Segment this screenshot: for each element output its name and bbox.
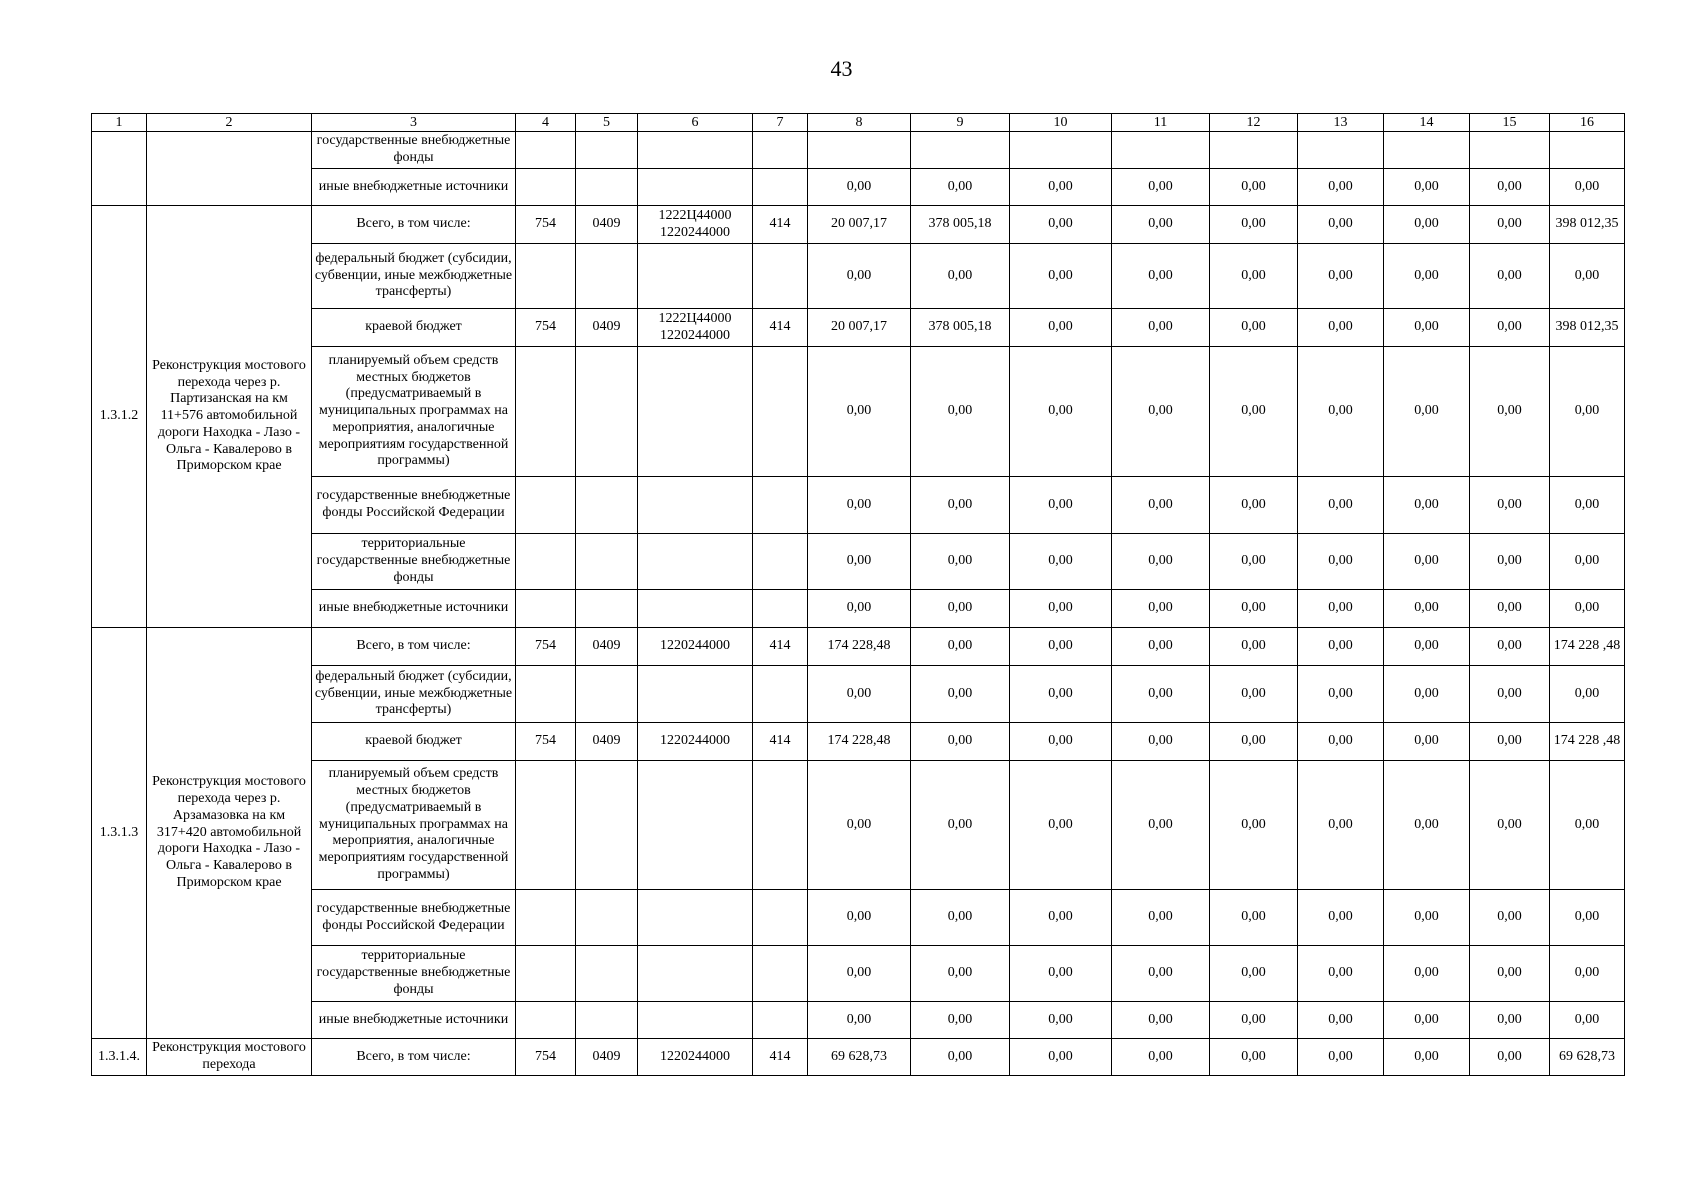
value-cell: 754: [516, 206, 576, 244]
value-cell: 0,00: [1384, 723, 1470, 761]
value-cell: 0,00: [1010, 590, 1112, 628]
code-cell: 1.3.1.3: [92, 628, 147, 1039]
value-cell: 0,00: [1112, 723, 1210, 761]
table-row: [92, 309, 1625, 347]
value-cell: 0,00: [1298, 1002, 1384, 1039]
table-row: [92, 169, 1625, 206]
value-cell: 0,00: [1210, 244, 1298, 309]
value-cell: 1220244000: [638, 1039, 753, 1076]
value-cell: 0,00: [1470, 890, 1550, 946]
value-cell: 0,00: [1112, 206, 1210, 244]
value-cell: 0,00: [808, 761, 911, 890]
value-cell: 0,00: [1298, 946, 1384, 1002]
value-cell: 0,00: [1010, 946, 1112, 1002]
value-cell: 0,00: [1210, 477, 1298, 534]
table-row: [92, 132, 1625, 169]
value-cell: 0,00: [1298, 244, 1384, 309]
value-cell: 0,00: [1470, 628, 1550, 666]
value-cell: 0,00: [1550, 666, 1625, 723]
header-cell: 12: [1210, 114, 1298, 132]
name-cell: [147, 132, 312, 206]
code-cell: 1.3.1.4.: [92, 1039, 147, 1076]
value-cell: 0,00: [1112, 347, 1210, 477]
header-cell: 4: [516, 114, 576, 132]
source-cell: краевой бюджет: [312, 723, 516, 761]
value-cell: 1222Ц44000 1220244000: [638, 309, 753, 347]
value-cell: 0,00: [1210, 590, 1298, 628]
value-cell: 0,00: [911, 890, 1010, 946]
header-cell: 1: [92, 114, 147, 132]
value-cell: 0,00: [1470, 347, 1550, 477]
table-row: [92, 628, 1625, 666]
value-cell: 0,00: [1010, 723, 1112, 761]
value-cell: 0,00: [1550, 244, 1625, 309]
value-cell: 174 228,48: [808, 723, 911, 761]
name-cell: Реконструкция мостового перехода через р. Партизанская на км 11+576 автомобильной дороги Находка - Лазо - Ольга - Кавалерово в Приморском крае: [147, 206, 312, 628]
value-cell: 0,00: [1010, 666, 1112, 723]
value-cell: 0,00: [808, 169, 911, 206]
value-cell: 0,00: [1470, 1039, 1550, 1076]
value-cell: 0,00: [1010, 890, 1112, 946]
value-cell: 0,00: [808, 347, 911, 477]
value-cell: 0,00: [808, 590, 911, 628]
value-cell: 0,00: [1112, 309, 1210, 347]
value-cell: 0,00: [1210, 347, 1298, 477]
value-cell: 0,00: [1210, 946, 1298, 1002]
header-cell: 11: [1112, 114, 1210, 132]
value-cell: 0,00: [1210, 666, 1298, 723]
value-cell: 398 012,35: [1550, 309, 1625, 347]
source-cell: планируемый объем средств местных бюджетов (предусматриваемый в муниципальных программах на мероприятия, аналогичные мероприятиям государственной программы): [312, 761, 516, 890]
header-cell: 3: [312, 114, 516, 132]
value-cell: 0,00: [911, 628, 1010, 666]
value-cell: 0,00: [1384, 477, 1470, 534]
source-cell: территориальные государственные внебюджетные фонды: [312, 946, 516, 1002]
value-cell: 0,00: [1550, 590, 1625, 628]
value-cell: 754: [516, 1039, 576, 1076]
value-cell: 0,00: [1010, 628, 1112, 666]
value-cell: 754: [516, 309, 576, 347]
value-cell: 0,00: [1384, 534, 1470, 590]
table-row: [92, 1039, 1625, 1076]
value-cell: 0,00: [808, 946, 911, 1002]
value-cell: 0,00: [1384, 590, 1470, 628]
value-cell: 0,00: [1010, 347, 1112, 477]
value-cell: 20 007,17: [808, 309, 911, 347]
value-cell: 754: [516, 723, 576, 761]
value-cell: 414: [753, 309, 808, 347]
value-cell: 0,00: [808, 477, 911, 534]
value-cell: 0,00: [911, 1039, 1010, 1076]
header-cell: 16: [1550, 114, 1625, 132]
value-cell: 0,00: [1470, 534, 1550, 590]
header-row: [92, 114, 1625, 132]
value-cell: 0,00: [1112, 1002, 1210, 1039]
header-cell: 10: [1010, 114, 1112, 132]
value-cell: 0,00: [1298, 890, 1384, 946]
table-row: [92, 590, 1625, 628]
source-cell: федеральный бюджет (субсидии, субвенции, иные межбюджетные трансферты): [312, 666, 516, 723]
value-cell: 0,00: [1550, 347, 1625, 477]
value-cell: 0,00: [1112, 666, 1210, 723]
value-cell: 0,00: [1210, 534, 1298, 590]
value-cell: 0,00: [1298, 628, 1384, 666]
value-cell: 0,00: [1470, 590, 1550, 628]
value-cell: 0,00: [1470, 477, 1550, 534]
value-cell: 174 228 ,48: [1550, 628, 1625, 666]
value-cell: 0,00: [1470, 244, 1550, 309]
value-cell: 754: [516, 628, 576, 666]
value-cell: 0,00: [808, 244, 911, 309]
value-cell: 0,00: [1010, 1002, 1112, 1039]
value-cell: 0,00: [1112, 590, 1210, 628]
source-cell: иные внебюджетные источники: [312, 169, 516, 206]
value-cell: 0,00: [808, 534, 911, 590]
value-cell: 0,00: [1384, 1039, 1470, 1076]
value-cell: 0,00: [1010, 309, 1112, 347]
table-row: [92, 890, 1625, 946]
value-cell: 0,00: [1210, 1039, 1298, 1076]
header-cell: 13: [1298, 114, 1384, 132]
header-cell: 2: [147, 114, 312, 132]
value-cell: 414: [753, 723, 808, 761]
value-cell: 0,00: [1470, 761, 1550, 890]
source-cell: краевой бюджет: [312, 309, 516, 347]
value-cell: 0,00: [1210, 761, 1298, 890]
table-row: [92, 1002, 1625, 1039]
value-cell: 0,00: [1550, 534, 1625, 590]
value-cell: 0,00: [911, 169, 1010, 206]
table-row: [92, 946, 1625, 1002]
header-cell: 15: [1470, 114, 1550, 132]
table-row: [92, 206, 1625, 244]
value-cell: 0,00: [1210, 890, 1298, 946]
value-cell: 0409: [576, 309, 638, 347]
value-cell: 0,00: [1298, 477, 1384, 534]
value-cell: 69 628,73: [808, 1039, 911, 1076]
value-cell: 0,00: [1384, 890, 1470, 946]
source-cell: федеральный бюджет (субсидии, субвенции, иные межбюджетные трансферты): [312, 244, 516, 309]
name-cell: Реконструкция мостового перехода: [147, 1039, 312, 1076]
table-row: [92, 666, 1625, 723]
header-cell: 7: [753, 114, 808, 132]
header-cell: 8: [808, 114, 911, 132]
value-cell: 0,00: [1298, 309, 1384, 347]
value-cell: 174 228,48: [808, 628, 911, 666]
value-cell: 0409: [576, 206, 638, 244]
value-cell: 0,00: [1384, 946, 1470, 1002]
value-cell: 378 005,18: [911, 309, 1010, 347]
value-cell: 0,00: [1298, 590, 1384, 628]
table-row: [92, 723, 1625, 761]
value-cell: 0,00: [1384, 206, 1470, 244]
value-cell: 0,00: [1384, 169, 1470, 206]
value-cell: 0,00: [1470, 169, 1550, 206]
source-cell: Всего, в том числе:: [312, 628, 516, 666]
value-cell: 0,00: [1470, 946, 1550, 1002]
value-cell: 0,00: [1010, 244, 1112, 309]
value-cell: 0,00: [911, 347, 1010, 477]
value-cell: 1222Ц44000 1220244000: [638, 206, 753, 244]
value-cell: 0,00: [1298, 534, 1384, 590]
source-cell: планируемый объем средств местных бюджетов (предусматриваемый в муниципальных программах на мероприятия, аналогичные мероприятиям государственной программы): [312, 347, 516, 477]
value-cell: 0,00: [1550, 890, 1625, 946]
value-cell: 0,00: [1210, 169, 1298, 206]
value-cell: 0,00: [1384, 761, 1470, 890]
value-cell: 0,00: [1010, 534, 1112, 590]
header-cell: 5: [576, 114, 638, 132]
code-cell: 1.3.1.2: [92, 206, 147, 628]
value-cell: 0,00: [1550, 1002, 1625, 1039]
value-cell: 0,00: [1112, 761, 1210, 890]
value-cell: 0,00: [911, 534, 1010, 590]
value-cell: 0,00: [1112, 946, 1210, 1002]
value-cell: 0,00: [911, 590, 1010, 628]
source-cell: иные внебюджетные источники: [312, 1002, 516, 1039]
value-cell: 0,00: [1550, 477, 1625, 534]
value-cell: 0,00: [1470, 206, 1550, 244]
budget-table: [91, 113, 1625, 1076]
value-cell: 0,00: [1112, 534, 1210, 590]
value-cell: 0409: [576, 628, 638, 666]
value-cell: 0,00: [1112, 628, 1210, 666]
value-cell: 0,00: [808, 1002, 911, 1039]
value-cell: 0,00: [1298, 761, 1384, 890]
value-cell: 0,00: [1550, 946, 1625, 1002]
source-cell: Всего, в том числе:: [312, 206, 516, 244]
value-cell: 0,00: [1112, 244, 1210, 309]
source-cell: иные внебюджетные источники: [312, 590, 516, 628]
value-cell: 1220244000: [638, 628, 753, 666]
code-cell: [92, 132, 147, 206]
value-cell: 0,00: [1384, 1002, 1470, 1039]
value-cell: 0,00: [1384, 628, 1470, 666]
value-cell: 1220244000: [638, 723, 753, 761]
value-cell: 0409: [576, 1039, 638, 1076]
value-cell: 0,00: [1384, 244, 1470, 309]
value-cell: 0,00: [1298, 1039, 1384, 1076]
value-cell: 0,00: [1210, 628, 1298, 666]
value-cell: 0,00: [1298, 666, 1384, 723]
value-cell: 414: [753, 628, 808, 666]
value-cell: 0,00: [1298, 169, 1384, 206]
value-cell: 0,00: [1384, 347, 1470, 477]
value-cell: 414: [753, 206, 808, 244]
value-cell: 398 012,35: [1550, 206, 1625, 244]
value-cell: 0,00: [1298, 723, 1384, 761]
header-cell: 14: [1384, 114, 1470, 132]
value-cell: 0,00: [1112, 169, 1210, 206]
value-cell: 0,00: [911, 946, 1010, 1002]
value-cell: 0,00: [1210, 206, 1298, 244]
header-cell: 9: [911, 114, 1010, 132]
value-cell: 0,00: [1550, 761, 1625, 890]
value-cell: 20 007,17: [808, 206, 911, 244]
header-cell: 6: [638, 114, 753, 132]
value-cell: 0,00: [808, 666, 911, 723]
value-cell: 0,00: [1112, 890, 1210, 946]
value-cell: 0,00: [1010, 206, 1112, 244]
value-cell: 0,00: [1384, 666, 1470, 723]
source-cell: государственные внебюджетные фонды Российской Федерации: [312, 477, 516, 534]
value-cell: 0,00: [911, 761, 1010, 890]
value-cell: 0,00: [1010, 477, 1112, 534]
value-cell: 0,00: [1010, 761, 1112, 890]
value-cell: 0,00: [1210, 309, 1298, 347]
source-cell: территориальные государственные внебюджетные фонды: [312, 534, 516, 590]
value-cell: 0,00: [911, 723, 1010, 761]
value-cell: 0,00: [1010, 1039, 1112, 1076]
table-row: [92, 244, 1625, 309]
value-cell: 0,00: [1470, 309, 1550, 347]
value-cell: 0409: [576, 723, 638, 761]
value-cell: 0,00: [1470, 723, 1550, 761]
value-cell: 69 628,73: [1550, 1039, 1625, 1076]
value-cell: 0,00: [911, 1002, 1010, 1039]
value-cell: 378 005,18: [911, 206, 1010, 244]
value-cell: 414: [753, 1039, 808, 1076]
table-row: [92, 761, 1625, 890]
value-cell: 0,00: [911, 244, 1010, 309]
source-cell: государственные внебюджетные фонды Российской Федерации: [312, 890, 516, 946]
value-cell: 0,00: [1010, 169, 1112, 206]
value-cell: 174 228 ,48: [1550, 723, 1625, 761]
page-number: 43: [830, 56, 853, 81]
value-cell: 0,00: [1470, 666, 1550, 723]
source-cell: государственные внебюджетные фонды: [312, 132, 516, 169]
value-cell: 0,00: [1112, 1039, 1210, 1076]
value-cell: 0,00: [1298, 206, 1384, 244]
name-cell: Реконструкция мостового перехода через р. Арзамазовка на км 317+420 автомобильной дороги Находка - Лазо - Ольга - Кавалерово в Приморском крае: [147, 628, 312, 1039]
table-row: [92, 347, 1625, 477]
value-cell: 0,00: [911, 477, 1010, 534]
value-cell: 0,00: [1112, 477, 1210, 534]
value-cell: 0,00: [1298, 347, 1384, 477]
value-cell: 0,00: [1470, 1002, 1550, 1039]
value-cell: 0,00: [1210, 1002, 1298, 1039]
source-cell: Всего, в том числе:: [312, 1039, 516, 1076]
table-row: [92, 534, 1625, 590]
value-cell: 0,00: [1384, 309, 1470, 347]
value-cell: 0,00: [911, 666, 1010, 723]
value-cell: 0,00: [1210, 723, 1298, 761]
value-cell: 0,00: [808, 890, 911, 946]
table-row: [92, 477, 1625, 534]
value-cell: 0,00: [1550, 169, 1625, 206]
